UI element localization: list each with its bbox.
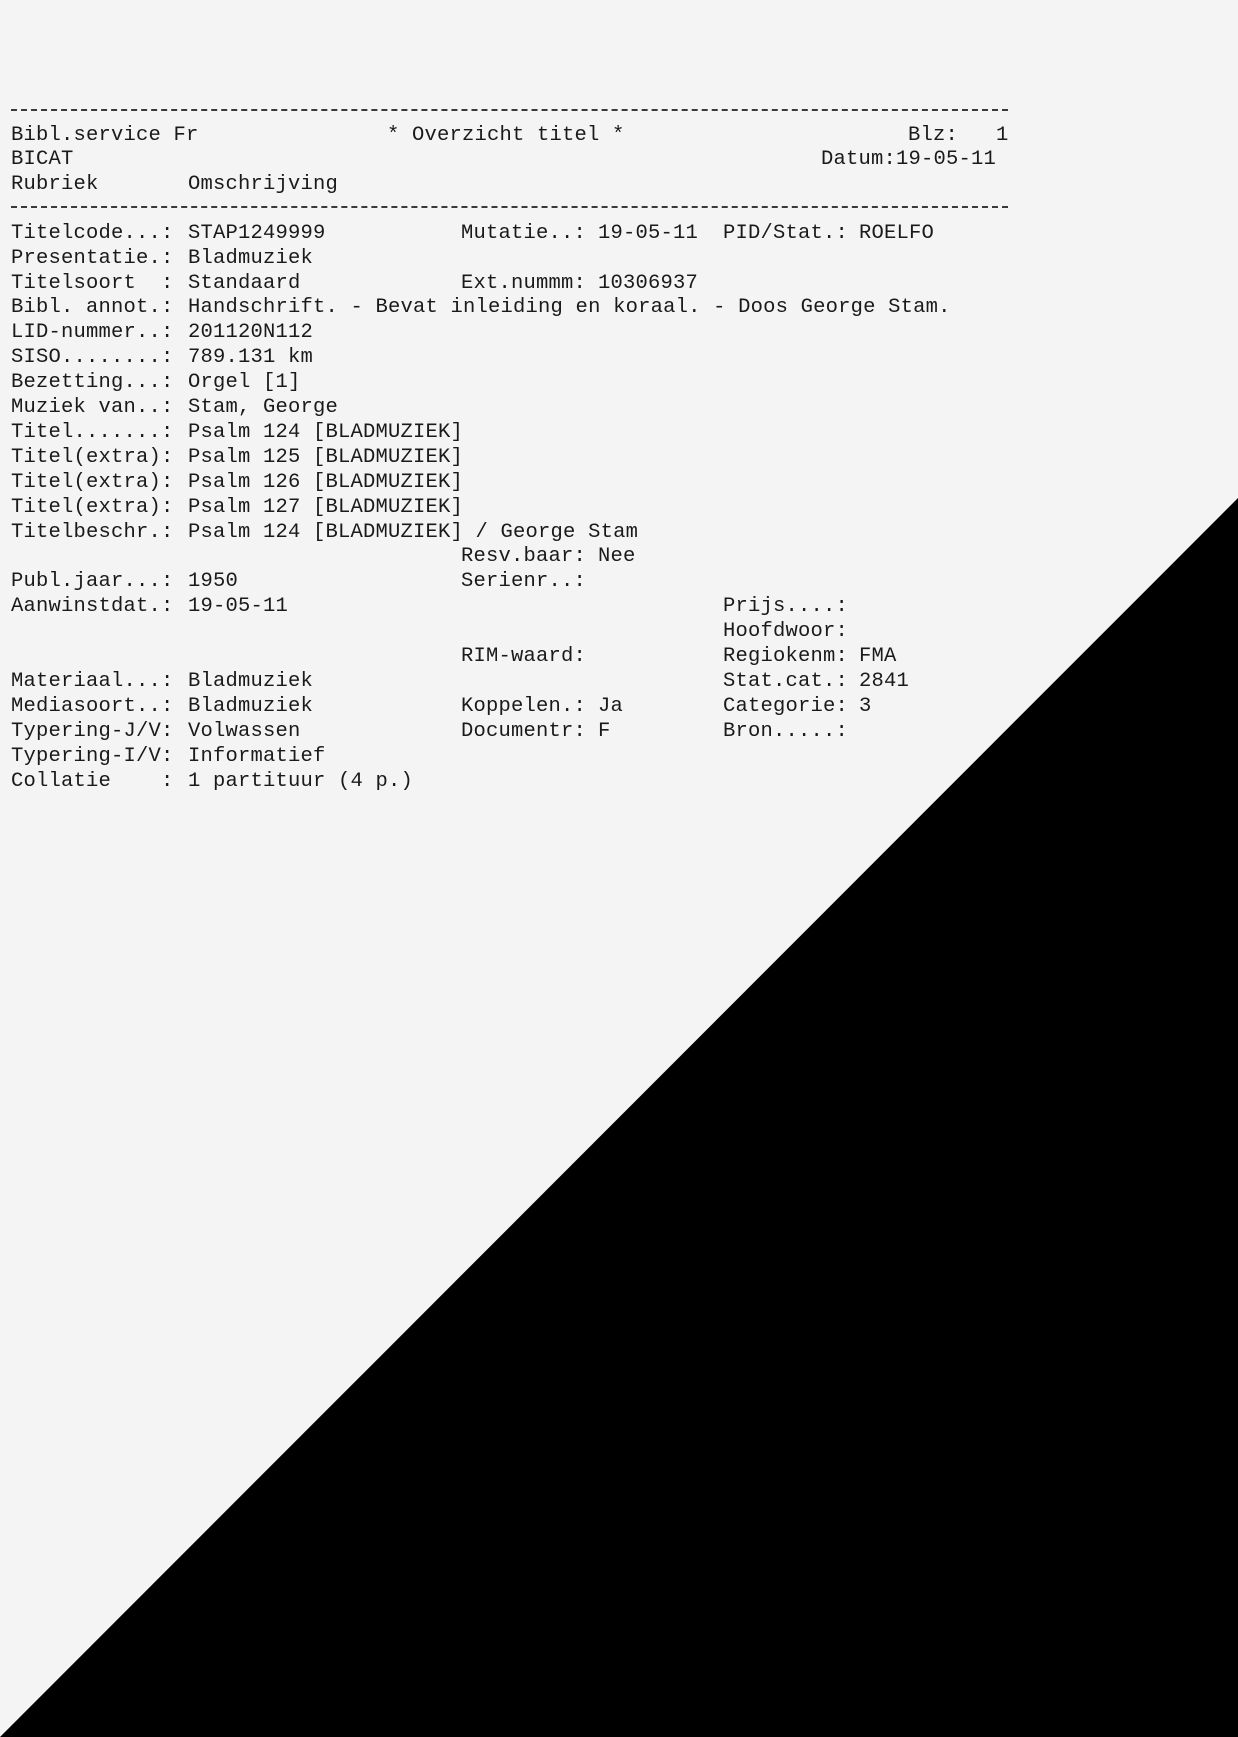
field-label: Stat.cat.: xyxy=(723,670,849,693)
field-value: Standaard xyxy=(188,272,301,295)
field-label: Ext.nummm: xyxy=(461,272,587,295)
library-service-name: Bibl.service Fr xyxy=(11,124,199,147)
report-title: * Overzicht titel * xyxy=(387,124,625,147)
field-label: Prijs....: xyxy=(723,595,849,618)
field-value: STAP1249999 xyxy=(188,222,326,245)
field-label: Titelsoort : xyxy=(11,272,174,295)
field-value: ROELFO xyxy=(859,222,935,245)
field-label: Titel.......: xyxy=(11,421,174,444)
field-value: 1950 xyxy=(188,570,239,593)
field-value: 201120N112 xyxy=(188,321,314,344)
field-label: Collatie : xyxy=(11,770,174,793)
field-value: Bladmuziek xyxy=(188,670,314,693)
field-label: Mediasoort..: xyxy=(11,695,174,718)
field-value: 2841 xyxy=(859,670,910,693)
field-label: Bron.....: xyxy=(723,720,849,743)
field-value: Stam, George xyxy=(188,396,339,419)
field-value: Bladmuziek xyxy=(188,247,314,270)
field-label: Regiokenm: xyxy=(723,645,849,668)
field-value: Orgel [1] xyxy=(188,371,301,394)
field-value: 19-05-11 xyxy=(188,595,289,618)
field-value: 3 xyxy=(859,695,872,718)
field-value: Informatief xyxy=(188,745,326,768)
field-label: Titelcode...: xyxy=(11,222,174,245)
field-value: Psalm 125 [BLADMUZIEK] xyxy=(188,446,464,469)
header-divider-bottom xyxy=(11,206,1008,208)
date-label: Datum: xyxy=(821,148,897,171)
field-label: SISO........: xyxy=(11,346,174,369)
field-label: PID/Stat.: xyxy=(723,222,849,245)
field-value: 1 partituur (4 p.) xyxy=(188,770,414,793)
field-value: Ja xyxy=(598,695,624,718)
field-value: Psalm 127 [BLADMUZIEK] xyxy=(188,496,464,519)
field-label: Koppelen.: xyxy=(461,695,587,718)
field-label: Serienr..: xyxy=(461,570,587,593)
header-divider-top xyxy=(11,109,1008,111)
field-label: Resv.baar: xyxy=(461,545,587,568)
field-value: 10306937 xyxy=(598,272,699,295)
field-value: Volwassen xyxy=(188,720,301,743)
page-label: Blz: xyxy=(908,124,959,147)
report-date: 19-05-11 xyxy=(896,148,997,171)
field-label: Categorie: xyxy=(723,695,849,718)
field-label: Publ.jaar...: xyxy=(11,570,174,593)
field-value: Psalm 124 [BLADMUZIEK] xyxy=(188,421,464,444)
field-label: Bezetting...: xyxy=(11,371,174,394)
field-value: FMA xyxy=(859,645,897,668)
field-label: Muziek van..: xyxy=(11,396,174,419)
field-label: Titel(extra): xyxy=(11,446,174,469)
field-label: Titel(extra): xyxy=(11,496,174,519)
field-value: Psalm 124 [BLADMUZIEK] / George Stam xyxy=(188,521,639,544)
field-label: Typering-J/V: xyxy=(11,720,174,743)
field-value: Psalm 126 [BLADMUZIEK] xyxy=(188,471,464,494)
field-label: RIM-waard: xyxy=(461,645,587,668)
field-value: 789.131 km xyxy=(188,346,314,369)
field-label: Documentr: xyxy=(461,720,587,743)
field-label: Titel(extra): xyxy=(11,471,174,494)
field-label: Presentatie.: xyxy=(11,247,174,270)
column-header-omschrijving: Omschrijving xyxy=(188,173,339,196)
field-value: Nee xyxy=(598,545,636,568)
field-value: Handschrift. - Bevat inleiding en koraal. - Doos George Stam. xyxy=(188,296,951,319)
field-value: F xyxy=(598,720,611,743)
field-label: Typering-I/V: xyxy=(11,745,174,768)
page-number: 1 xyxy=(996,124,1009,147)
field-value: 19-05-11 xyxy=(598,222,699,245)
field-label: Hoofdwoor: xyxy=(723,620,849,643)
column-header-rubriek: Rubriek xyxy=(11,173,99,196)
field-label: Mutatie..: xyxy=(461,222,587,245)
field-label: Materiaal...: xyxy=(11,670,174,693)
field-value: Bladmuziek xyxy=(188,695,314,718)
field-label: Titelbeschr.: xyxy=(11,521,174,544)
field-label: LID-nummer..: xyxy=(11,321,174,344)
field-label: Bibl. annot.: xyxy=(11,296,174,319)
system-code: BICAT xyxy=(11,148,74,171)
field-label: Aanwinstdat.: xyxy=(11,595,174,618)
